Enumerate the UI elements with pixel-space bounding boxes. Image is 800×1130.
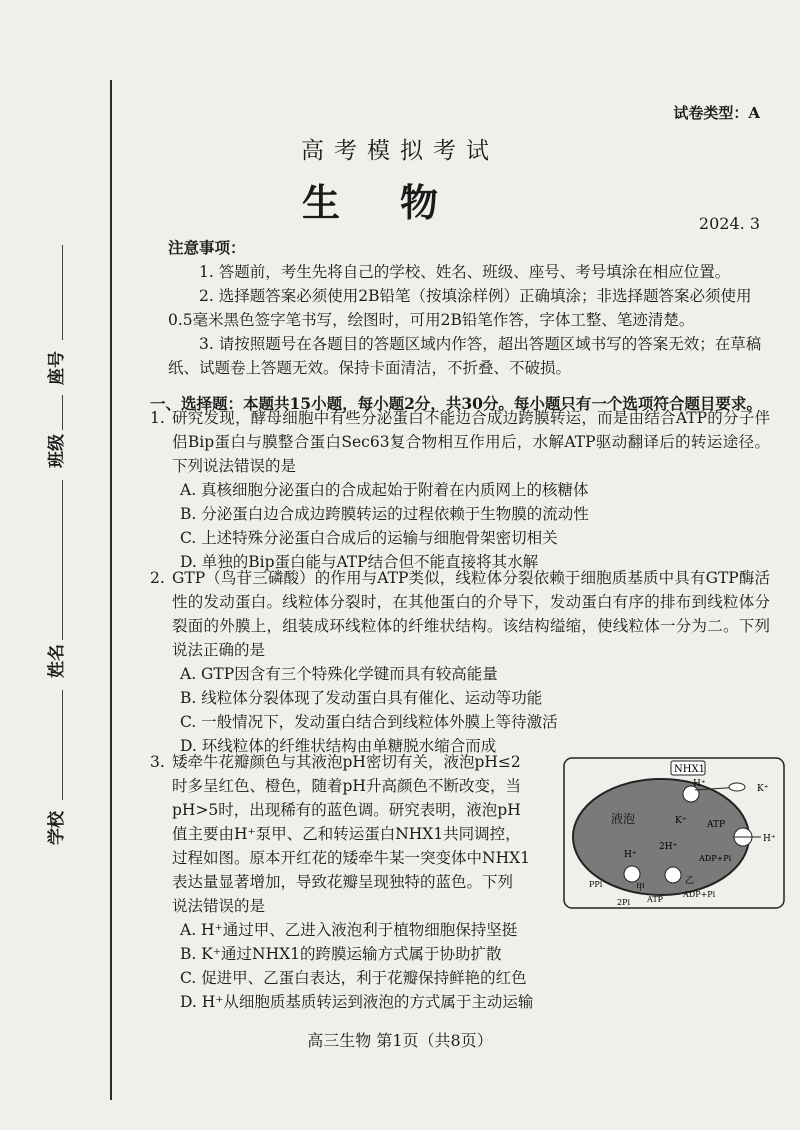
inner-h-label: H⁺	[624, 850, 637, 860]
seat-label: 座号	[47, 351, 67, 385]
class-label: 班级	[47, 434, 67, 468]
exam-type: 试卷类型：A	[673, 104, 760, 122]
class-line	[62, 480, 63, 640]
option-c: C. 促进甲、乙蛋白表达，利于花瓣保持鲜艳的红色	[180, 969, 527, 987]
note-item: 2. 选择题答案必须使用2B铅笔（按填涂样例）正确填涂；非选择题答案必须使用0.5毫米黑色签字笔书写，绘图时，可用2B铅笔作答，字体工整、笔迹清楚。	[168, 287, 752, 329]
page-footer: 高三生物 第1页（共8页）	[307, 1031, 493, 1050]
option-d: D. H⁺从细胞质基质转运到液泡的方式属于主动运输	[180, 993, 534, 1011]
atp-label-right: ATP	[707, 820, 726, 830]
question-number: 1.	[150, 409, 165, 427]
note-item: 3. 请按照题号在各题目的答题区域内作答，超出答题区域书写的答案无效；在草稿纸、试题卷上答题无效。保持卡面清洁，不折叠、不破损。	[168, 335, 762, 377]
outer-h-label: H⁺	[763, 834, 776, 844]
question-stem: GTP（鸟苷三磷酸）的作用与ATP类似，线粒体分裂依赖于细胞质基质中具有GTP酶活性的发动蛋白。线粒体分裂时，在其他蛋白的介导下，发动蛋白有序的排布到线粒体分裂面的外膜上，组装成环线粒体的纤维状结构。该结构缢缩，使线粒体一分为二。下列说法正确的是	[172, 569, 770, 659]
question-number: 2.	[150, 569, 165, 587]
ppi-label: PPi	[589, 880, 603, 889]
nhx1-h-label: H⁺	[693, 779, 706, 789]
option-a: A. GTP因含有三个特殊化学键而具有较高能量	[180, 665, 498, 683]
pump-jia	[624, 866, 640, 882]
question-stem-line: pH>5时，出现稀有的蓝色调。研究表明，液泡pH	[172, 801, 521, 819]
question-stem-line: 过程如图。原本开红花的矮牵牛某一突变体中NHX1	[172, 849, 530, 867]
k-channel	[729, 783, 745, 791]
option-b: B. K⁺通过NHX1的跨膜运输方式属于协助扩散	[180, 945, 502, 963]
notes-heading: 注意事项：	[168, 238, 246, 257]
question-3	[150, 750, 550, 918]
vacuole-shape	[573, 779, 749, 895]
two-h-label: 2H⁺	[659, 842, 678, 852]
school-label: 学校	[47, 811, 67, 845]
question-stem-line: 值主要由H⁺泵甲、乙和转运蛋白NHX1共同调控，	[172, 825, 521, 843]
binding-line	[110, 80, 112, 1100]
question-3-options	[150, 918, 770, 1014]
question-stem-line: 时多呈红色、橙色，随着pH升高颜色不断改变，当	[172, 777, 521, 795]
jia-label: 甲	[636, 883, 646, 893]
two-pi-label: 2Pi	[617, 898, 631, 907]
section-heading: 一、选择题：本题共15小题，每小题2分，共30分。每小题只有一个选项符合题目要求。	[150, 394, 762, 413]
question-1	[150, 406, 770, 574]
question-stem-line: 说法错误的是	[172, 897, 266, 915]
subject-title: 生物	[301, 180, 498, 225]
exam-title: 高考模拟考试	[301, 138, 499, 164]
notes	[150, 236, 770, 416]
seat-line	[62, 245, 63, 340]
option-d: D. 环线粒体的纤维状结构由单糖脱水缩合而成	[180, 737, 497, 755]
yi-label: 乙	[685, 876, 695, 886]
option-b: B. 分泌蛋白边合成边跨膜转运的过程依赖于生物膜的流动性	[180, 505, 589, 523]
option-c: C. 一般情况下，发动蛋白结合到线粒体外膜上等待激活	[180, 713, 558, 731]
vacuole-label: 液泡	[611, 812, 636, 826]
adp-pi-right: ADP+Pi	[699, 854, 732, 863]
option-b: B. 线粒体分裂体现了发动蛋白具有催化、运动等功能	[180, 689, 543, 707]
name-line	[62, 690, 63, 800]
question-stem-line: 矮牵牛花瓣颜色与其液泡pH密切有关，液泡pH≤2	[172, 753, 521, 771]
nhx1-label: NHX1	[674, 764, 705, 775]
question-2	[150, 566, 770, 758]
exam-date: 2024. 3	[698, 214, 760, 233]
option-c: C. 上述特殊分泌蛋白合成后的运输与细胞骨架密切相关	[180, 529, 558, 547]
option-a: A. H⁺通过甲、乙进入液泡利于植物细胞保持坚挺	[180, 921, 518, 939]
name-label: 姓名	[47, 644, 67, 678]
option-d: D. 单独的Bip蛋白能与ATP结合但不能直接将其水解	[180, 553, 539, 571]
pump-yi	[665, 867, 681, 883]
adp-pi-bottom: ADP+Pi	[683, 890, 716, 899]
note-item: 1. 答题前，考生先将自己的学校、姓名、班级、座号、考号填涂在相应位置。	[199, 263, 731, 281]
question-stem-line: 表达量显著增加，导致花瓣呈现独特的蓝色。下列	[172, 873, 514, 891]
atp-label-bottom: ATP	[647, 895, 664, 904]
outer-k-label: K⁺	[757, 784, 769, 794]
vacuole-diagram	[563, 757, 785, 909]
option-a: A. 真核细胞分泌蛋白的合成起始于附着在内质网上的核糖体	[180, 481, 589, 499]
question-number: 3.	[150, 753, 165, 771]
question-stem: 研究发现，酵母细胞中有些分泌蛋白不能边合成边跨膜转运，而是由结合ATP的分子伴侣Bip蛋白与膜整合蛋白Sec63复合物相互作用后，水解ATP驱动翻译后的转运途径。下列说法错误的是	[172, 409, 770, 475]
vacuole-k-label: K⁺	[675, 816, 687, 826]
seat-line-lower	[62, 395, 63, 430]
